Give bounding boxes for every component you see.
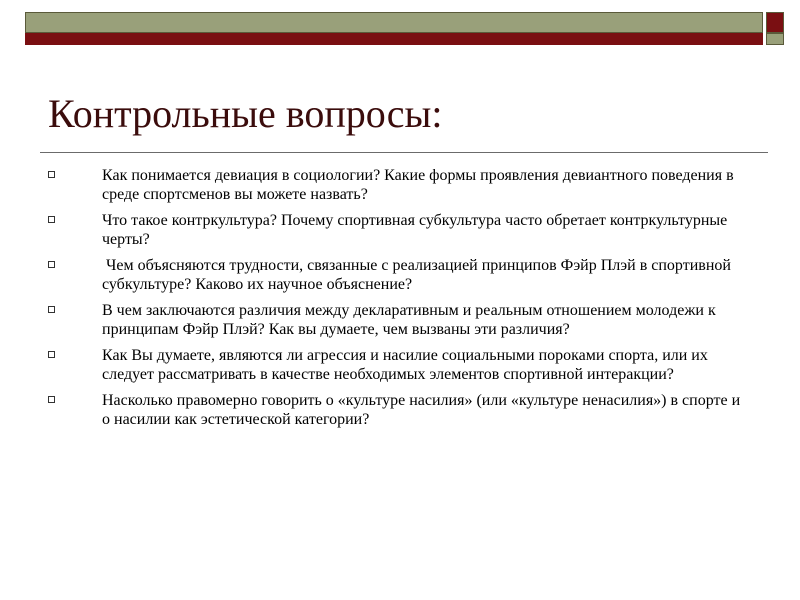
hollow-square-bullet-icon — [48, 261, 55, 268]
corner-square-olive — [766, 33, 784, 45]
header-bar-maroon — [25, 33, 763, 45]
question-text: Насколько правомерно говорить о «культуре насилия» (или «культуре ненасилия») в спорте и о насилии как эстетической категории? — [102, 392, 741, 428]
header-bar-olive — [25, 12, 763, 33]
hollow-square-bullet-icon — [48, 306, 55, 313]
question-text: Как понимается девиация в социологии? Какие формы проявления девиантного поведения в среде спортсменов вы можете назвать? — [102, 167, 734, 203]
hollow-square-bullet-icon — [48, 216, 55, 223]
question-list — [48, 166, 748, 436]
question-text: Как Вы думаете, являются ли агрессия и насилие социальными пороками спорта, или их следует рассматривать в качестве необходимых элементов спортивной интеракции? — [102, 347, 708, 383]
list-item — [48, 256, 748, 294]
list-item — [48, 346, 748, 384]
list-item — [48, 166, 748, 204]
hollow-square-bullet-icon — [48, 396, 55, 403]
list-item — [48, 301, 748, 339]
corner-square-maroon — [766, 12, 784, 33]
hollow-square-bullet-icon — [48, 171, 55, 178]
question-text: В чем заключаются различия между декларативным и реальным отношением молодежи к принципам Фэйр Плэй? Как вы думаете, чем вызваны эти различия? — [102, 302, 716, 338]
title-divider — [40, 152, 768, 153]
list-item — [48, 211, 748, 249]
list-item — [48, 391, 748, 429]
slide-title: Контрольные вопросы: — [48, 91, 443, 136]
hollow-square-bullet-icon — [48, 351, 55, 358]
question-text: Чем объясняются трудности, связанные с реализацией принципов Фэйр Плэй в спортивной субкультуре? Каково их научное объяснение? — [102, 257, 735, 293]
question-text: Что такое контркультура? Почему спортивная субкультура часто обретает контркультурные черты? — [102, 212, 728, 248]
